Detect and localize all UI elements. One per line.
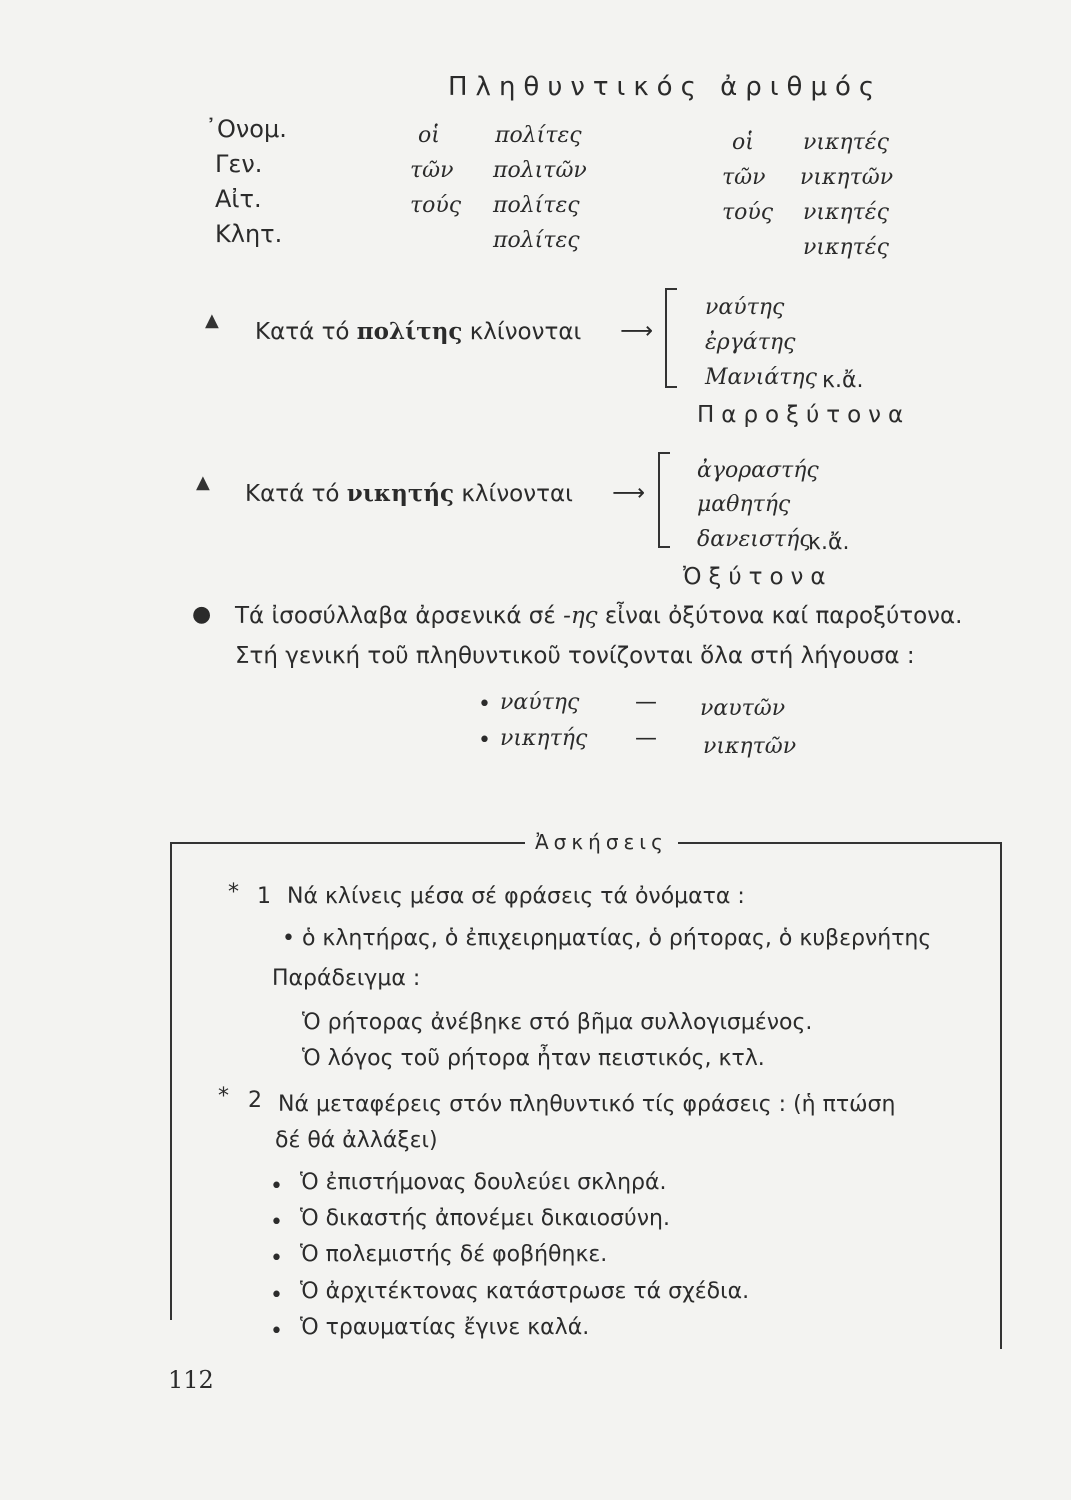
article: οἱ [418,123,440,148]
bullet-icon: • [270,1283,283,1308]
example-word: δανειστής [697,527,812,552]
circle-bullet-icon: ● [192,602,212,627]
star-marker: * [218,1084,229,1109]
example-word: ἀγοραστής [697,458,819,483]
note-ending: -ης [563,603,598,629]
noun-form: πολιτῶν [493,158,587,183]
example-label: Παράδειγμα : [272,966,421,991]
noun-form: νικητῶν [800,165,894,190]
rule-text [245,480,573,507]
rule-suffix: κλίνονται [469,319,582,345]
case-vocative: Κλητ. [215,220,283,248]
exercise-sentence: Ὁ τραυματίας ἔγινε καλά. [300,1315,590,1340]
etc-label: κ.ἄ. [808,530,850,555]
case-nominative: ᾿Ονομ. [205,115,287,143]
example-from: ναύτης [500,690,580,715]
rule-keyword: νικητής [346,480,455,507]
bullet-icon: • [478,692,491,717]
etc-label: κ.ἄ. [822,368,864,393]
triangle-marker-icon: ▲ [196,472,210,493]
arrow-icon: ⟶ [612,480,645,506]
arrow-icon: ⟶ [620,318,653,344]
bullet-icon: • [270,1210,283,1235]
noun-form: πολίτες [493,193,580,218]
example-word: Μανιάτης [705,365,817,390]
example-sentence: Ὁ ρήτορας ἀνέβηκε στό βῆμα συλλογισμένος. [302,1010,813,1035]
bracket [658,452,670,548]
exercise-instruction: Νά μεταφέρεις στόν πληθυντικό τίς φράσεις : (ἡ πτώση [278,1092,896,1117]
note-line-1 [235,603,963,629]
exercise-number: 1 [257,884,271,909]
note-text: Τά ἰσοσύλλαβα ἀρσενικά σέ [235,603,556,629]
rule-text [255,318,581,345]
dash: — [635,690,657,715]
rule-prefix: Κατά τό [255,319,350,345]
exercise-instruction: Νά κλίνεις μέσα σέ φράσεις τά ὀνόματα : [287,884,745,909]
article: τῶν [722,165,766,190]
star-marker: * [228,880,239,905]
page-number: 112 [168,1366,214,1394]
example-to: νικητῶν [703,734,797,759]
bullet-icon: • [478,728,491,753]
exercise-sentence: Ὁ δικαστής ἀπονέμει δικαιοσύνη. [300,1206,670,1231]
rule-suffix: κλίνονται [461,481,573,507]
page-title: Πληθυντικός ἀριθμός [448,72,883,102]
note-text: εἶναι ὀξύτονα καί παροξύτονα. [604,603,963,629]
example-from: νικητής [500,726,588,751]
exercise-sentence: Ὁ ἐπιστήμονας δουλεύει σκληρά. [300,1170,667,1195]
exercises-box-left-border [170,842,172,1320]
example-word: ἐργάτης [705,330,796,355]
noun-form: νικητές [803,130,889,155]
exercises-title: Ἀσκήσεις [525,830,678,854]
exercise-sentence: Ὁ πολεμιστής δέ φοβήθηκε. [300,1242,608,1267]
exercise-instruction-cont: δέ θά ἀλλάξει) [275,1128,438,1153]
rule-keyword: πολίτης [356,318,463,345]
noun-form: πολίτες [493,228,580,253]
bracket [665,288,677,388]
exercise-words: • ὁ κλητήρας, ὁ ἐπιχειρηματίας, ὁ ρήτορας, ὁ κυβερνήτης [282,926,932,951]
accent-label: Ὀξύτονα [683,564,833,590]
accent-label: Παροξύτονα [697,402,911,428]
example-to: ναυτῶν [700,696,786,721]
dash: — [635,726,657,751]
triangle-marker-icon: ▲ [205,310,219,331]
rule-prefix: Κατά τό [245,481,340,507]
bullet-icon: • [270,1174,283,1199]
noun-form: νικητές [803,200,889,225]
bullet-icon: • [270,1246,283,1271]
noun-form: νικητές [803,235,889,260]
example-word: μαθητής [697,492,791,517]
bullet-icon: • [270,1319,283,1344]
article: οἱ [732,130,754,155]
article: τῶν [410,158,454,183]
exercise-number: 2 [248,1088,262,1113]
note-line-2: Στή γενική τοῦ πληθυντικοῦ τονίζονται ὅλα στή λήγουσα : [235,643,915,669]
example-word: ναύτης [705,295,785,320]
article: τούς [722,200,774,225]
example-sentence: Ὁ λόγος τοῦ ρήτορα ἦταν πειστικός, κτλ. [302,1046,765,1071]
noun-form: πολίτες [495,123,582,148]
exercise-sentence: Ὁ ἀρχιτέκτονας κατάστρωσε τά σχέδια. [300,1279,750,1304]
case-accusative: Αἰτ. [215,185,262,213]
article: τούς [410,193,462,218]
case-genitive: Γεν. [215,150,263,178]
